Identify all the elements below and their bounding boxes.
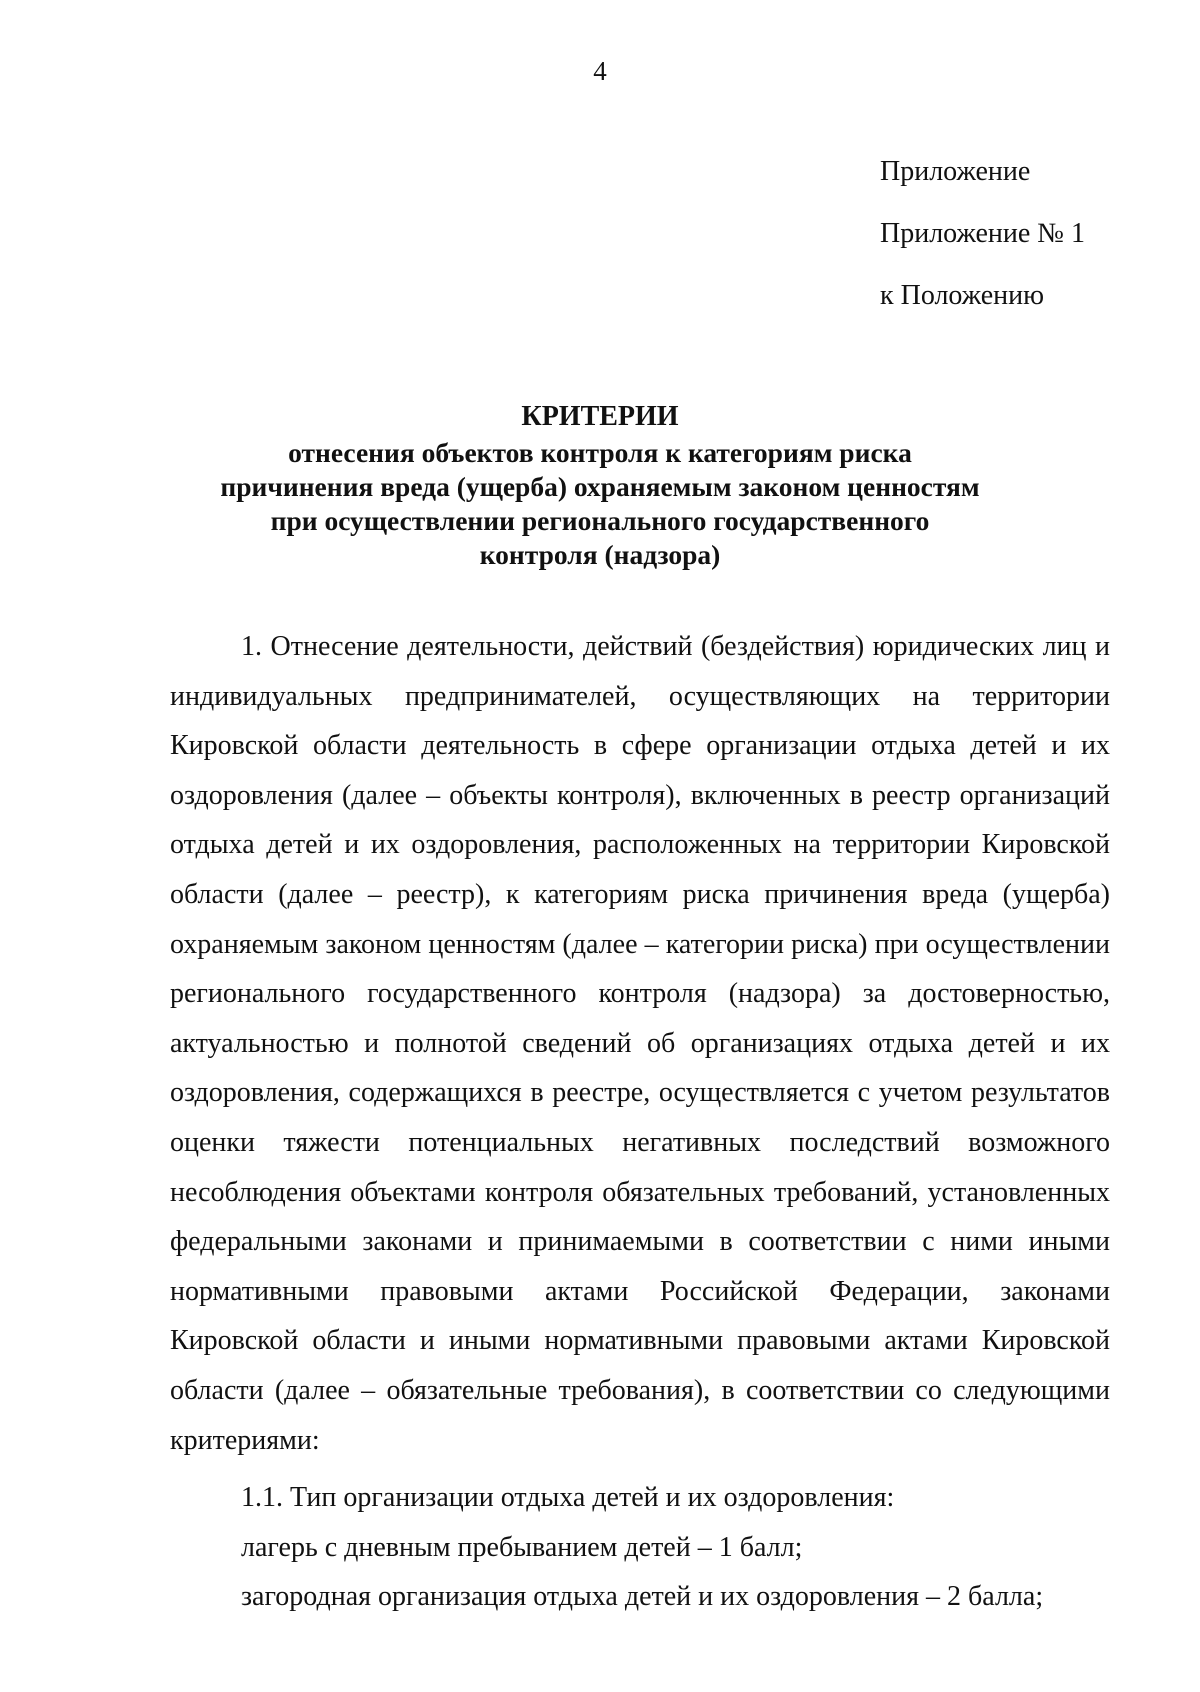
title-line-4: контроля (надзора)	[479, 539, 721, 570]
page-number: 4	[593, 56, 607, 86]
title-line-2: причинения вреда (ущерба) охраняемым законом ценностям	[220, 471, 980, 502]
document-title	[0, 398, 1200, 572]
item-1-1: 1.1. Тип организации отдыха детей и их оздоровления:	[241, 1482, 895, 1514]
document-body	[170, 622, 1110, 1622]
item-day-camp: лагерь с дневным пребыванием детей – 1 балл;	[241, 1531, 803, 1563]
title-line-3: при осуществлении регионального государственного	[270, 505, 930, 536]
appendix-number: Приложение № 1	[880, 218, 1085, 249]
title-heading: КРИТЕРИИ	[521, 401, 679, 432]
item-country-organization: загородная организация отдыха детей и их оздоровления – 2 балла;	[241, 1581, 1044, 1613]
title-line-1: отнесения объектов контроля к категориям риска	[288, 437, 912, 468]
appendix-label: Приложение	[880, 156, 1031, 187]
paragraph-1: 1. Отнесение деятельности, действий (бездействия) юридических лиц и индивидуальных предпринимателей, осуществляющих на территории Кировской области деятельность в сфере организации отдыха детей и их оздоровления (далее – объекты контроля), включенных в реестр организаций отдыха детей и их оздоровления, расположенных на территории Кировской области (далее – реестр), к категориям риска причинения вреда (ущерба) охраняемым законом ценностям (далее – категории риска) при осуществлении регионального государственного контроля (надзора) за достоверностью, актуальностью и полнотой сведений об организациях отдыха детей и их оздоровления, содержащихся в реестре, осуществляется с учетом результатов оценки тяжести потенциальных негативных последствий возможного несоблюдения объектами контроля обязательных требований, установленных федеральными законами и принимаемыми в соответствии с ними иными нормативными правовыми актами Российской Федерации, законами Кировской области и иными нормативными правовыми актами Кировской области (далее – обязательные требования), в соответствии со следующими критериями:	[170, 631, 1110, 1456]
appendix-reference: к Положению	[880, 280, 1045, 311]
